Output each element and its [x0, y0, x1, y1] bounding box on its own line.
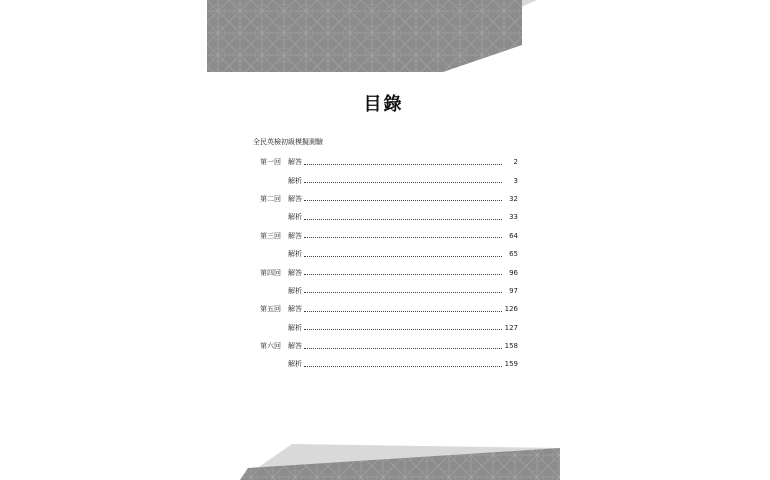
toc-label: 解答	[288, 305, 302, 314]
toc-entry[interactable]	[260, 153, 518, 171]
dot-leader	[304, 311, 502, 312]
toc-round: 第一回	[260, 158, 281, 167]
dot-leader	[304, 329, 502, 330]
dot-leader	[304, 274, 502, 275]
toc-page-number: 2	[513, 158, 518, 167]
dot-leader	[304, 366, 502, 367]
toc-page-number: 158	[504, 342, 518, 351]
toc-entry[interactable]	[260, 263, 518, 281]
toc-label: 解析	[288, 250, 302, 259]
toc-page-number: 3	[513, 176, 518, 185]
toc-round: 第二回	[260, 194, 281, 203]
toc-page-number: 159	[504, 360, 518, 369]
toc-label: 解答	[288, 231, 302, 240]
toc-label: 解答	[288, 194, 302, 203]
toc-entry[interactable]	[260, 245, 518, 263]
toc-entry[interactable]	[260, 337, 518, 355]
toc-page-number: 97	[509, 286, 518, 295]
toc-entry[interactable]	[260, 227, 518, 245]
toc-entry[interactable]	[260, 282, 518, 300]
toc-entry[interactable]	[260, 208, 518, 226]
toc-label: 解答	[288, 268, 302, 277]
toc-page-number: 32	[509, 194, 518, 203]
toc-entry[interactable]	[260, 319, 518, 337]
section-title: 全民英檢初級模擬測驗	[253, 138, 323, 146]
page-title: 目錄	[363, 94, 404, 115]
toc-round: 第三回	[260, 231, 281, 240]
dot-leader	[304, 348, 502, 349]
dot-leader	[304, 182, 502, 183]
toc-label: 解析	[288, 213, 302, 222]
toc-entry[interactable]	[260, 171, 518, 189]
toc-entry[interactable]	[260, 355, 518, 373]
dot-leader	[304, 164, 502, 165]
dot-leader	[304, 200, 502, 201]
footer-decoration	[240, 444, 560, 480]
toc-label: 解析	[288, 323, 302, 332]
toc-entry[interactable]	[260, 190, 518, 208]
toc-page-number: 33	[509, 213, 518, 222]
toc-entry[interactable]	[260, 300, 518, 318]
header-decoration	[207, 0, 537, 72]
toc-label: 解析	[288, 176, 302, 185]
toc-label: 解析	[288, 286, 302, 295]
toc-page-number: 64	[509, 231, 518, 240]
toc-page-number: 126	[504, 305, 518, 314]
dot-leader	[304, 256, 502, 257]
toc-round: 第四回	[260, 268, 281, 277]
toc-page-number: 127	[504, 323, 518, 332]
toc-label: 解答	[288, 158, 302, 167]
dot-leader	[304, 219, 502, 220]
table-of-contents	[260, 153, 518, 374]
toc-page-number: 96	[509, 268, 518, 277]
toc-label: 解析	[288, 360, 302, 369]
dot-leader	[304, 237, 502, 238]
dot-leader	[304, 292, 502, 293]
toc-round: 第六回	[260, 342, 281, 351]
toc-page-number: 65	[509, 250, 518, 259]
toc-label: 解答	[288, 342, 302, 351]
toc-round: 第五回	[260, 305, 281, 314]
